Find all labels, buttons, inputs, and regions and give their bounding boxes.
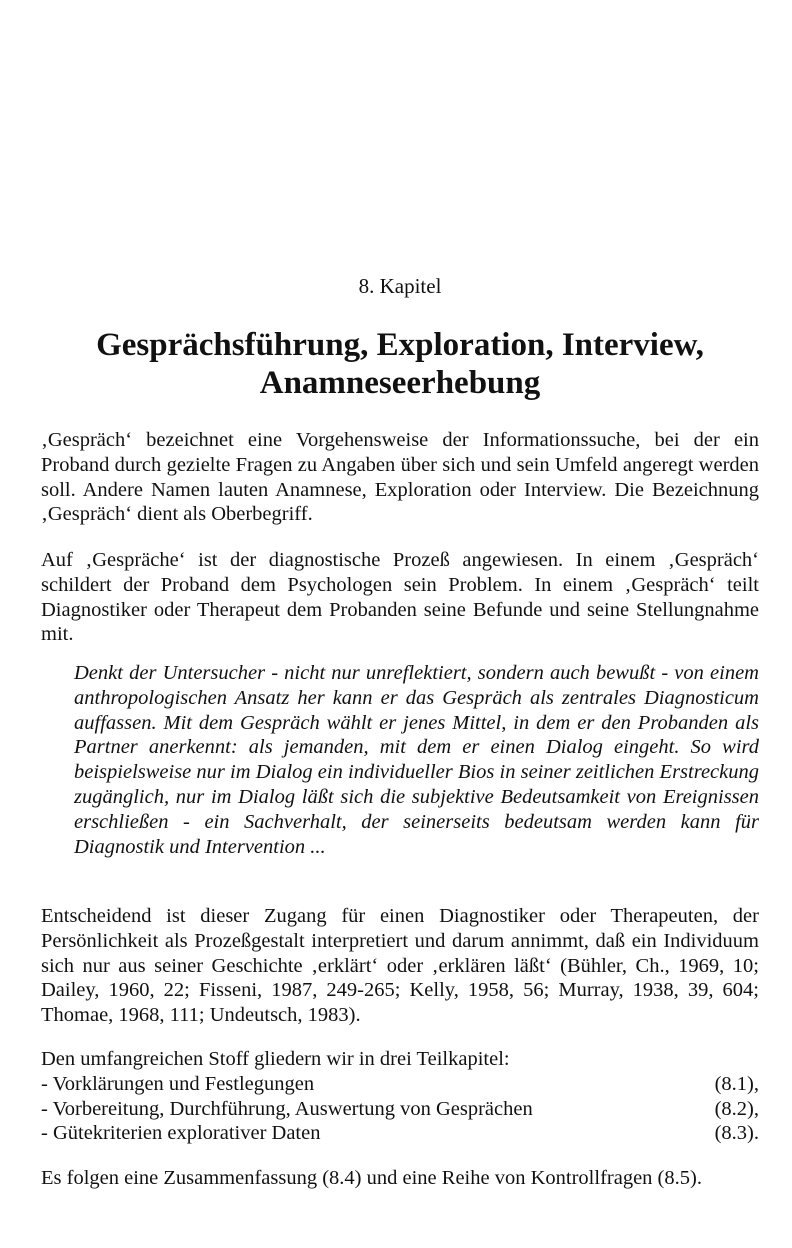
paragraph-diagnostic-process: Auf ‚Gespräche‘ ist der diagnostische Prozeß angewiesen. In einem ‚Gespräch‘ schildert der Proband dem Psychologen sein Problem. In einem ‚Gespräch‘ teilt Diagnostiker oder Therapeut dem Probanden seine Befunde und seine Stellungnahme mit.: [41, 549, 759, 646]
outline-item-text: - Gütekriterien explorativer Daten: [41, 1122, 321, 1145]
outline-item: [41, 1072, 759, 1097]
chapter-title-line2: Anamneseerhebung: [259, 365, 541, 401]
paragraph-definition: ‚Gespräch‘ bezeichnet eine Vorgehensweise der Informationssuche, bei der ein Proband durch gezielte Fragen zu Angaben über sich und sein Umfeld angeregt werden soll. Andere Namen lauten Anamnese, Exploration oder Interview. Die Bezeichnung ‚Gespräch‘ dient als Oberbegriff.: [41, 429, 759, 526]
chapter-title-line1: Gesprächsführung, Exploration, Interview,: [96, 327, 704, 363]
outline-item-ref: (8.1),: [714, 1072, 759, 1095]
block-quote: Denkt der Untersucher - nicht nur unreflektiert, sondern auch bewußt - von einem anthropologischen Ansatz her kann er das Gespräch als zentrales Diagnosticum auffassen. Mit dem Gespräch wählt er jenes Mittel, in dem er den Probanden als Partner anerkennt: als jemanden, mit dem er einen Dialog eingeht. So wird beispielsweise nur im Dialog ein individueller Bios in seiner zeitlichen Erstreckung zugänglich, nur im Dialog läßt sich die subjektive Bedeutsamkeit von Ereignissen erschließen - ein Sachverhalt, der seinerseits bedeutsam werden kann für Diagnostik und Intervention ...: [74, 662, 759, 858]
outline-item-text: - Vorklärungen und Festlegungen: [41, 1072, 315, 1095]
paragraph-access: Entscheidend ist dieser Zugang für einen Diagnostiker oder Therapeuten, der Persönlichkeit als Prozeßgestalt interpretiert und darum annimmt, daß ein Individuum sich nur aus seiner Geschichte ‚erklärt‘ oder ‚erklären läßt‘ (Bühler, Ch., 1969, 10; Dailey, 1960, 22; Fisseni, 1987, 249-265; Kelly, 1958, 56; Murray, 1938, 39, 604; Thomae, 1968, 111; Undeutsch, 1983).: [41, 905, 759, 1027]
outline-item-ref: (8.2),: [714, 1097, 759, 1120]
outline-item-text: - Vorbereitung, Durchführung, Auswertung von Gesprächen: [41, 1097, 533, 1120]
chapter-outline: [41, 1047, 759, 1146]
chapter-title: [30, 326, 770, 402]
outline-item: [41, 1121, 759, 1146]
chapter-label: 8. Kapitel: [358, 274, 442, 298]
outline-intro: Den umfangreichen Stoff gliedern wir in drei Teilkapitel:: [41, 1048, 510, 1070]
outline-item: [41, 1097, 759, 1122]
paragraph-summary: Es folgen eine Zusammenfassung (8.4) und eine Reihe von Kontrollfragen (8.5).: [41, 1167, 702, 1189]
outline-item-ref: (8.3).: [714, 1122, 759, 1145]
